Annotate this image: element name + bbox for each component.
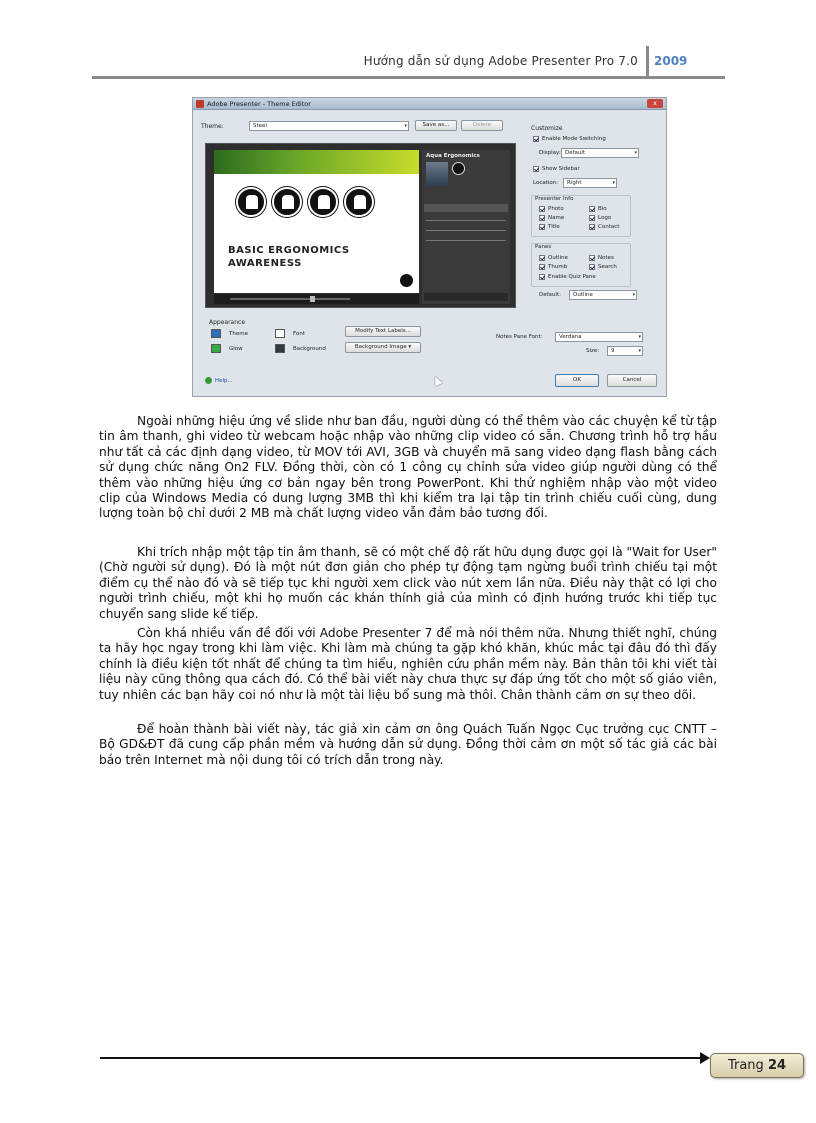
modify-text-labels-button[interactable]: Modify Text Labels... [345, 326, 421, 337]
name-checkbox[interactable] [539, 215, 545, 221]
bio-label: Bio [598, 206, 607, 212]
chevron-down-icon: ▾ [638, 348, 641, 354]
header-title: Hướng dẫn sử dụng Adobe Presenter Pro 7.0 [363, 54, 638, 68]
slide-header-bar [214, 150, 419, 174]
enable-quiz-pane-label: Enable Quiz Pane [548, 274, 596, 280]
sidebar-panel-title: Aqua Ergonomics [426, 153, 480, 159]
display-label: Display: [539, 150, 561, 156]
customize-heading: Customize [531, 125, 563, 132]
size-label: Size: [586, 348, 600, 354]
chevron-down-icon: ▾ [612, 180, 615, 186]
chevron-down-icon: ▾ [404, 123, 407, 129]
delete-button[interactable]: Delete [461, 120, 503, 131]
outline-row [426, 220, 506, 221]
thumb-label: Thumb [548, 264, 568, 270]
theme-select[interactable] [249, 121, 409, 131]
close-icon[interactable]: x [647, 99, 663, 108]
page-header [92, 44, 725, 80]
outline-row [426, 240, 506, 241]
photo-label: Photo [548, 206, 564, 212]
presenter-info-heading: Presenter Info [535, 196, 574, 202]
glow-color-label: Glow [229, 346, 243, 352]
notes-pane-font-label: Notes Pane Font: [496, 334, 543, 340]
search-label: Search [598, 264, 617, 270]
paragraph-1: Ngoài những hiệu ứng về slide như ban đầu, người dùng có thể thêm vào các chuyện kể từ tập tin âm thanh, ghi video từ webcam hoặc nhập vào những clip video có sẵn. Chương trình hỗ trợ hầu như tất cả các định dạng video, từ MOV tới AVI, 3GB và chuyển mã sang video dạng flash bằng cách sử dụng chức năng On2 FLV. Đồng thời, còn có 1 công cụ chỉnh sửa video giúp người dùng có thể thêm vào những hiệu ứng cơ bản ngay bên trong PowerPont. Khi thử nghiệm nhập vào một video clip của Windows Media có dung lượng 3MB thì khi kiểm tra lại tập tin trình chiếu cuối cùng, dung lượng toàn bộ chỉ dưới 2 MB mà chất lượng video vẫn đảm bảo tương đối. [99, 414, 717, 521]
ok-button[interactable]: OK [555, 374, 599, 387]
outline-label: Outline [548, 255, 568, 261]
outline-checkbox[interactable] [539, 255, 545, 261]
paragraph-2: Khi trích nhập một tập tin âm thanh, sẽ có một chế độ rất hữu dụng được gọi là "Wait for User" (Chờ người sử dụng). Đó là một nút đơn giản cho phép tự động tạm ngừng buổi trình chiếu tại một điểm cụ thể nào đó và sẽ tiếp tục khi người xem click vào nút xem lần nữa. Điều này thật có lợi cho người trình chiếu, một khi họ muốn các khán thính giả của mình có định hướng trước khi tiếp tục chuyển sang slide kế tiếp. [99, 545, 717, 621]
theme-editor-screenshot [192, 97, 667, 397]
chair-icon [308, 187, 338, 217]
size-select[interactable] [607, 346, 643, 356]
appearance-group [203, 317, 503, 367]
photo-checkbox[interactable] [539, 206, 545, 212]
thumb-checkbox[interactable] [539, 264, 545, 270]
paragraph-4: Để hoàn thành bài viết này, tác giả xin cảm ơn ông Quách Tuấn Ngọc Cục trưởng cục CNTT – Bộ GD&ĐT đã cung cấp phần mềm và hướng dẫn sử dụng. Đồng thời cảm ơn một số tác giả các bài báo trên Internet mà nội dung tôi có trích dẫn trong này. [99, 722, 717, 767]
slide-title-line2: AWARENESS [228, 258, 302, 269]
default-pane-select-value: Outline [573, 292, 593, 298]
chevron-down-icon: ▾ [408, 344, 412, 350]
page-number: 24 [767, 1058, 787, 1073]
font-color-label: Font [293, 331, 305, 337]
mouse-cursor-icon [431, 375, 442, 387]
header-rule [92, 76, 725, 79]
panes-heading: Panes [535, 244, 552, 250]
presenter-logo [452, 162, 465, 175]
desk-icon [236, 187, 266, 217]
notes-pane-font-select[interactable] [555, 332, 643, 342]
slide-title-line1: BASIC ERGONOMICS [228, 245, 350, 256]
ergonomics-icons [236, 187, 376, 219]
app-icon [196, 100, 204, 108]
enable-mode-switching-checkbox[interactable] [533, 136, 539, 142]
size-select-value: 9 [611, 348, 615, 354]
notes-label: Notes [598, 255, 614, 261]
notes-checkbox[interactable] [589, 255, 595, 261]
header-year: 2009 [654, 54, 688, 68]
theme-color-label: Theme [229, 331, 248, 337]
sidebar-footer [424, 293, 508, 301]
show-sidebar-label: Show Sidebar [542, 166, 580, 172]
font-color-swatch[interactable] [275, 329, 285, 338]
enable-quiz-pane-checkbox[interactable] [539, 274, 545, 280]
location-select[interactable] [563, 178, 617, 188]
window-titlebar [193, 98, 666, 110]
title-checkbox[interactable] [539, 224, 545, 230]
workstation-icon [344, 187, 374, 217]
sidebar-tabs [424, 204, 508, 212]
arrow-right-icon [700, 1052, 710, 1064]
background-color-swatch[interactable] [275, 344, 285, 353]
presenter-photo [426, 162, 448, 186]
display-select-value: Default [565, 150, 586, 156]
save-as-button[interactable]: Save as... [415, 120, 457, 131]
preview-slide [214, 150, 419, 293]
chevron-down-icon: ▾ [634, 150, 637, 156]
theme-preview [205, 143, 516, 308]
logo-label: Logo [598, 215, 612, 221]
default-pane-select[interactable] [569, 290, 637, 300]
playback-knob [310, 296, 315, 302]
header-separator [646, 46, 649, 76]
preview-sidebar [422, 150, 510, 304]
appearance-heading: Appearance [209, 319, 246, 326]
background-image-button[interactable] [345, 342, 421, 353]
footer-rule [100, 1057, 705, 1059]
logo-checkbox[interactable] [589, 215, 595, 221]
help-icon[interactable] [205, 377, 212, 384]
show-sidebar-checkbox[interactable] [533, 166, 539, 172]
playback-progress [230, 298, 350, 300]
contact-checkbox[interactable] [589, 224, 595, 230]
cancel-button[interactable]: Cancel [607, 374, 657, 387]
outline-row [426, 230, 506, 231]
notes-pane-font-value: Verdana [559, 334, 582, 340]
slide-title [228, 244, 350, 270]
default-pane-label: Default: [539, 292, 561, 298]
background-color-label: Background [293, 346, 326, 352]
help-link[interactable]: Help... [215, 378, 233, 384]
contact-label: Contact [598, 224, 620, 230]
typing-icon [272, 187, 302, 217]
chevron-down-icon: ▾ [632, 292, 635, 298]
page-number-badge [710, 1053, 804, 1078]
theme-label: Theme: [201, 123, 224, 130]
theme-select-value: Steel [253, 123, 267, 129]
page-label: Trang [727, 1058, 768, 1073]
paragraph-3: Còn khá nhiều vấn đề đối với Adobe Presenter 7 để mà nói thêm nữa. Nhưng thiết nghĩ, chúng ta hãy học ngay trong khi làm việc. Khi làm mà chúng ta gặp khó khăn, khúc mắc tại đâu đó thì đấy chính là điều kiện tốt nhất để chúng ta tìm hiểu, nghiên cứu phần mềm này. Bản thân tôi khi viết tài liệu này cũng thông qua cách đó. Có thể bài viết này chưa thực sự đáp ứng tốt cho một số giáo viên, tuy nhiên các bạn hãy coi nó như là một tài liệu bổ sung mà thôi. Chân thành cảm ơn sự theo dõi. [99, 626, 717, 702]
title-label: Title [548, 224, 560, 230]
location-select-value: Right [567, 180, 582, 186]
playback-bar [214, 294, 419, 304]
name-label: Name [548, 215, 565, 221]
enable-mode-switching-label: Enable Mode Switching [542, 136, 606, 142]
bio-checkbox[interactable] [589, 206, 595, 212]
chevron-down-icon: ▾ [638, 334, 641, 340]
window-title: Adobe Presenter - Theme Editor [207, 100, 311, 108]
search-checkbox[interactable] [589, 264, 595, 270]
background-image-label: Background Image [354, 344, 407, 350]
location-label: Location: [533, 180, 559, 186]
display-select[interactable] [561, 148, 639, 158]
theme-color-swatch[interactable] [211, 329, 221, 338]
slide-logo [400, 274, 413, 287]
glow-color-swatch[interactable] [211, 344, 221, 353]
